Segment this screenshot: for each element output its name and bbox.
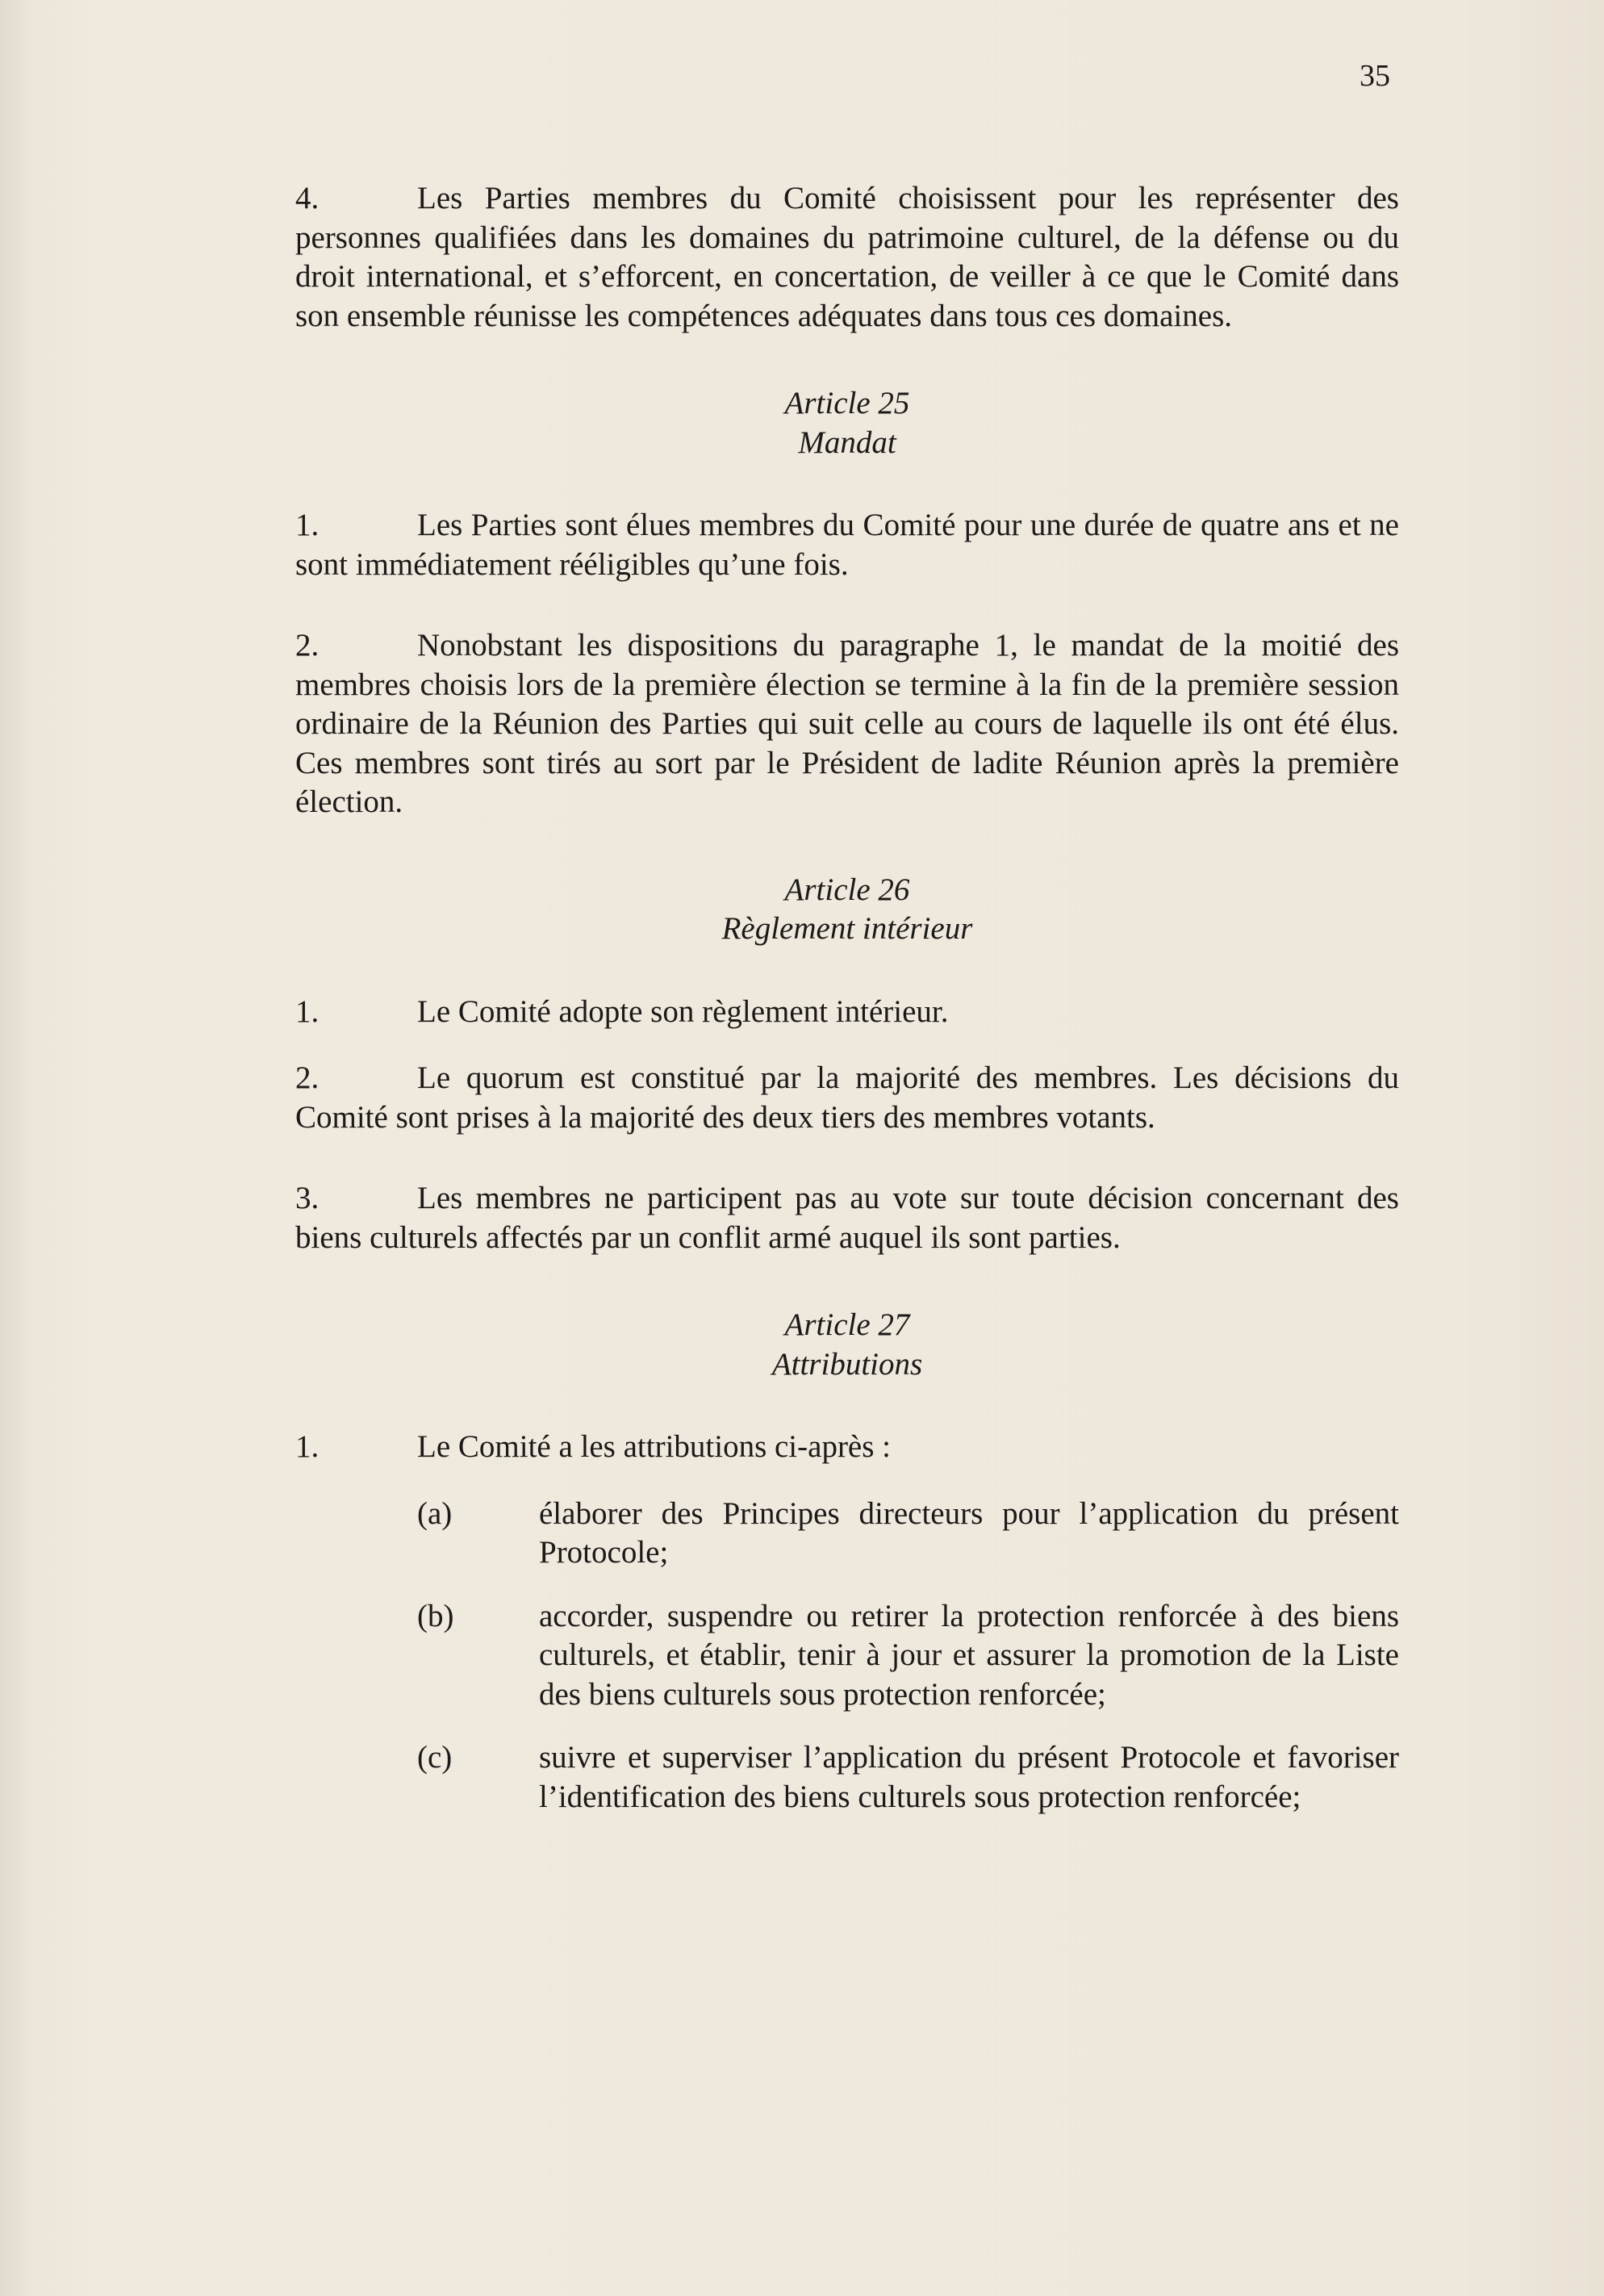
paragraph-text: Les Parties sont élues membres du Comité pour une durée de quatre ans et ne sont immédiatement rééligibles qu’une fois. (295, 508, 1399, 582)
paragraph-art25-1 (295, 506, 1399, 584)
paragraph-art27-1 (295, 1428, 1399, 1467)
list-item-text: élaborer des Principes directeurs pour l’application du présent Protocole; (539, 1495, 1399, 1570)
article-27-heading (295, 1306, 1399, 1384)
paragraph-text: Les Parties membres du Comité choisissent pour les représenter des personnes qualifiées dans les domaines du patrimoine culturel, de la défense ou du droit international, et s’efforcent, en concertation, de veiller à ce que le Comité dans son ensemble réunisse les compétences adéquates dans tous ces domaines. (295, 181, 1399, 333)
paragraph-text: Le Comité a les attributions ci-après : (417, 1429, 891, 1464)
list-item-label: (b) (417, 1598, 454, 1633)
paragraph-art24-4 (295, 179, 1399, 336)
paragraph-number: 4. (295, 181, 320, 215)
article-number: Article 27 (784, 1307, 910, 1342)
paragraph-art26-3 (295, 1179, 1399, 1257)
article-title: Mandat (798, 424, 896, 460)
article-26-heading (295, 871, 1399, 949)
paragraph-art26-2 (295, 1059, 1399, 1137)
paragraph-art26-1 (295, 993, 1399, 1032)
paragraph-text: Nonobstant les dispositions du paragraphe 1, le mandat de la moitié des membres choisis lors de la première élection se termine à la fin de la première session ordinaire de la Réunion des Parties qui suit celle au cours de laquelle ils ont été élus. Ces membres sont tirés au sort par le Président de ladite Réunion après la première élection. (295, 628, 1399, 819)
paragraph-text: Les membres ne participent pas au vote sur toute décision concernant des biens culturels affectés par un conflit armé auquel ils sont parties. (295, 1181, 1399, 1255)
paragraph-number: 1. (295, 993, 320, 1029)
list-item-text: suivre et superviser l’application du présent Protocole et favoriser l’identification des biens culturels sous protection renforcée; (539, 1740, 1399, 1814)
paragraph-art25-2 (295, 626, 1399, 822)
paragraph-number: 1. (295, 508, 320, 542)
document-body (295, 179, 1399, 1841)
list-item-b (417, 1597, 1399, 1715)
paragraph-text: Le quorum est constitué par la majorité des membres. Les décisions du Comité sont prises à la majorité des deux tiers des membres votants. (295, 1060, 1399, 1135)
list-item-text: accorder, suspendre ou retirer la protection renforcée à des biens culturels, et établir, tenir à jour et assurer la promotion de la Liste des biens culturels sous protection renforcée; (539, 1598, 1399, 1712)
list-item-label: (c) (417, 1740, 453, 1775)
list-item-label: (a) (417, 1495, 453, 1531)
paragraph-number: 3. (295, 1181, 320, 1215)
paragraph-number: 1. (295, 1429, 320, 1464)
paragraph-number: 2. (295, 1060, 320, 1095)
article-25-heading (295, 384, 1399, 462)
article-title: Règlement intérieur (721, 911, 973, 946)
page-number: 35 (1360, 59, 1390, 93)
list-item-c (417, 1738, 1399, 1817)
article-title: Attributions (771, 1346, 923, 1382)
article-number: Article 25 (784, 386, 910, 420)
article-number: Article 26 (784, 872, 910, 907)
paragraph-number: 2. (295, 628, 320, 663)
paragraph-text: Le Comité adopte son règlement intérieur. (417, 993, 949, 1029)
list-item-a (417, 1495, 1399, 1573)
